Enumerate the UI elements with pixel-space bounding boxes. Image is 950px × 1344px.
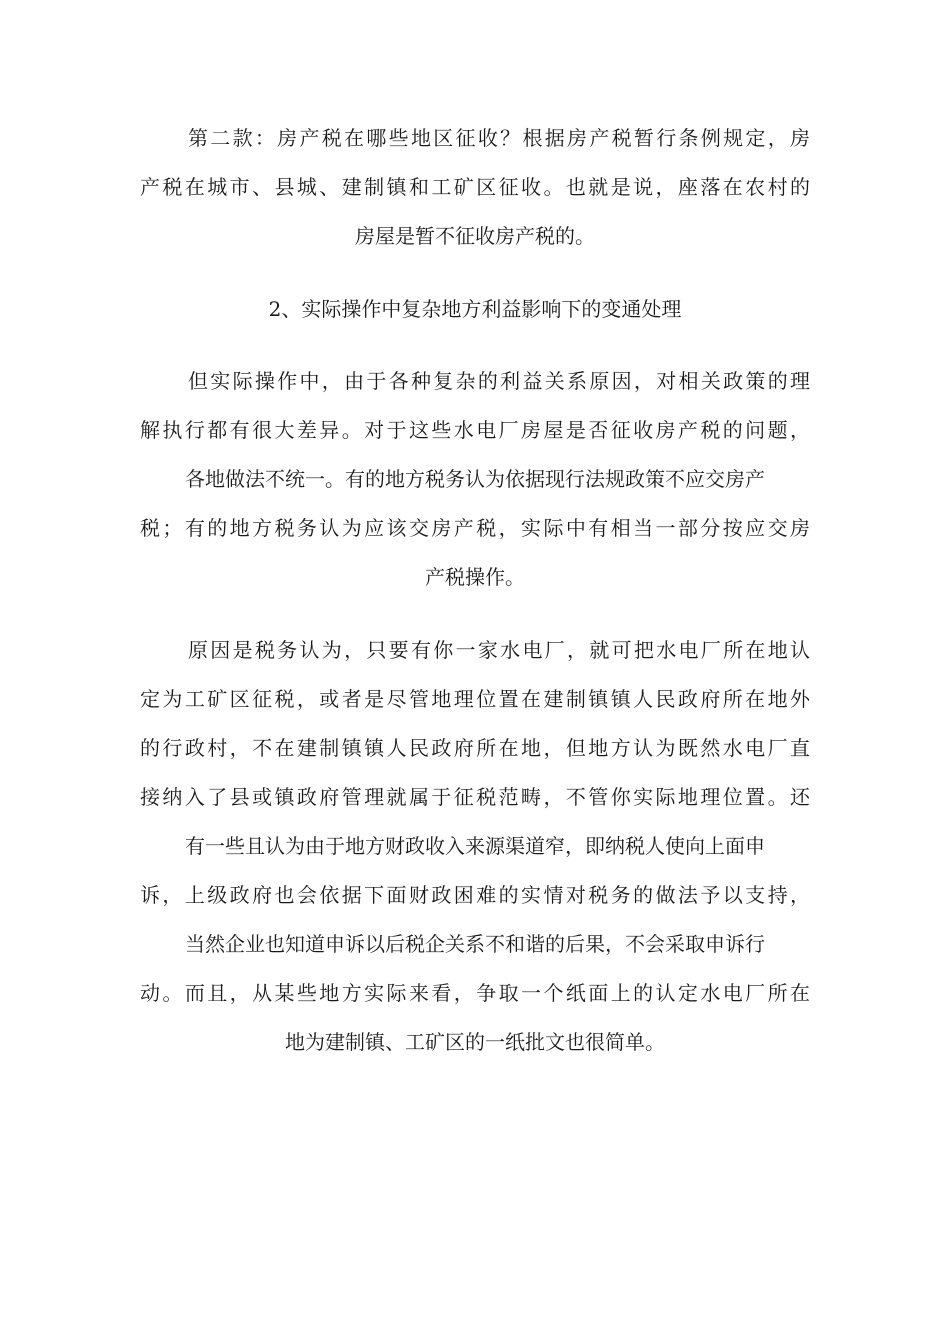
paragraph-line: 产税操作。: [425, 565, 525, 589]
paragraph-line: 当然企业也知道申诉以后税企关系不和谐的后果，不会采取申诉行: [185, 932, 765, 956]
section-heading: 2、实际操作中复杂地方利益影响下的变通处理: [268, 297, 682, 321]
paragraph-practice-differences: [140, 357, 810, 602]
paragraph-tax-regions: [140, 114, 810, 261]
paragraph-line: 房屋是暂不征收房产税的。: [355, 224, 595, 248]
paragraph-line: 动。而且，从某些地方实际来看，争取一个纸面上的认定水电厂所在: [140, 981, 810, 1005]
paragraph-line: 但实际操作中，由于各种复杂的利益关系原因，对相关政策的理: [188, 369, 810, 393]
paragraph-line: 税；有的地方税务认为应该交房产税，实际中有相当一部分按应交房: [140, 516, 810, 540]
paragraph-line: 各地做法不统一。有的地方税务认为依据现行法规政策不应交房产: [185, 467, 765, 491]
paragraph-line: 定为工矿区征税，或者是尽管地理位置在建制镇镇人民政府所在地外: [140, 687, 810, 711]
paragraph-line: 的行政村，不在建制镇镇人民政府所在地，但地方认为既然水电厂直: [140, 736, 810, 760]
paragraph-line: 解执行都有很大差异。对于这些水电厂房屋是否征收房产税的问题，: [140, 418, 810, 442]
paragraph-line: 原因是税务认为，只要有你一家水电厂，就可把水电厂所在地认: [188, 638, 810, 662]
paragraph-reasons: [140, 626, 810, 1067]
paragraph-line: 地为建制镇、工矿区的一纸批文也很简单。: [285, 1030, 665, 1054]
paragraph-line: 产税在城市、县城、建制镇和工矿区征收。也就是说，座落在农村的: [140, 175, 810, 199]
paragraph-line: 有一些且认为由于地方财政收入来源渠道窄，即纳税人使向上面申: [185, 834, 765, 858]
paragraph-line: 接纳入了县或镇政府管理就属于征税范畴，不管你实际地理位置。还: [140, 785, 810, 809]
paragraph-line: 诉，上级政府也会依据下面财政困难的实情对税务的做法予以支持，: [140, 883, 810, 907]
paragraph-line: 第二款：房产税在哪些地区征收？根据房产税暂行条例规定，房: [188, 126, 810, 150]
